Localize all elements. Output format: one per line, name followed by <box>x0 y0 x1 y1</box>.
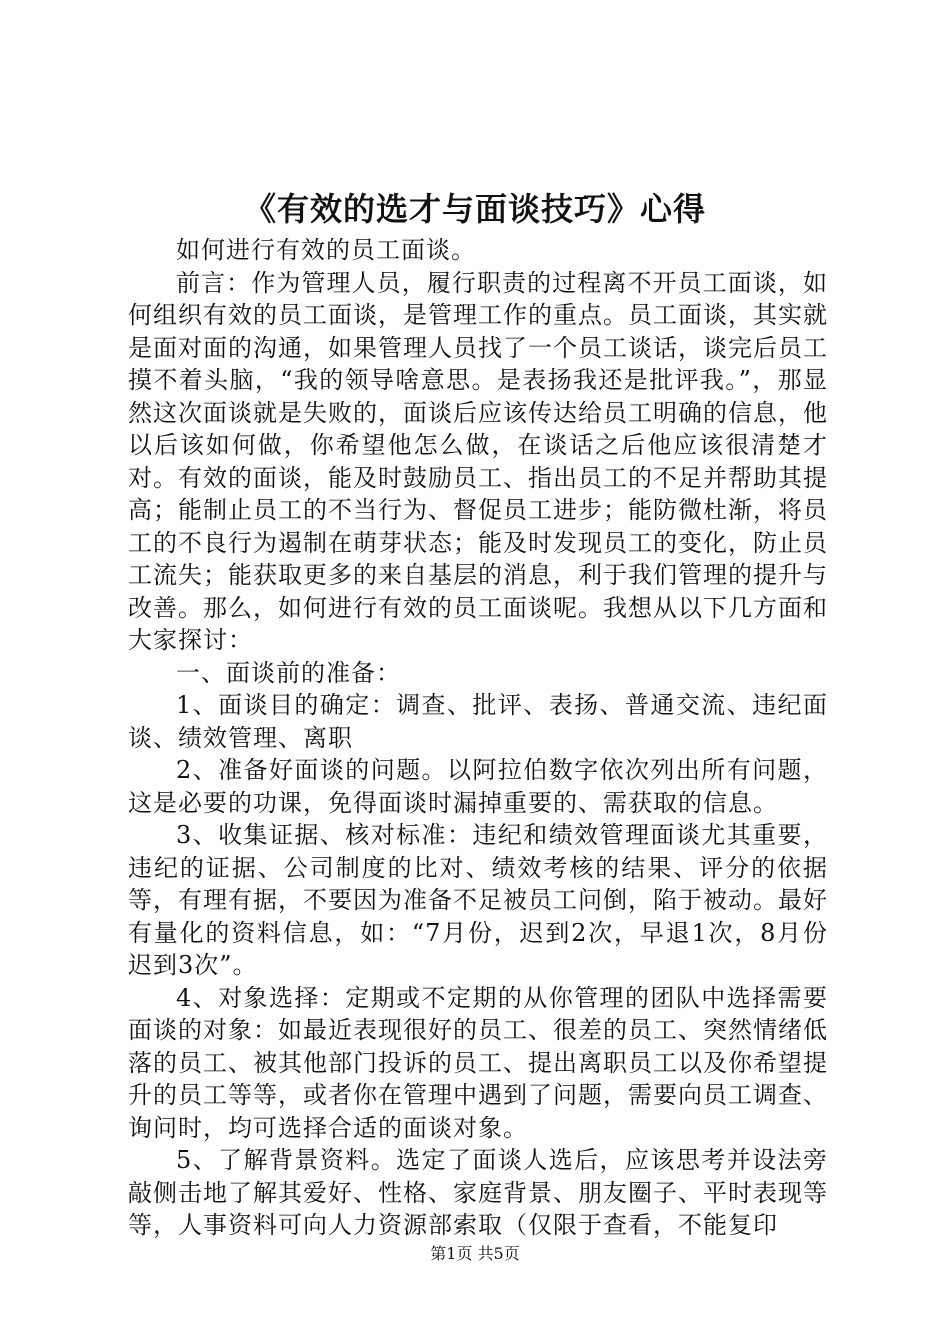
paragraph-item-1: 1、面谈目的确定：调查、批评、表扬、普通交流、违纪面谈、绩效管理、离职 <box>128 691 828 752</box>
paragraph-item-4: 4、对象选择：定期或不定期的从你管理的团队中选择需要面谈的对象：如最近表现很好的员工、很差的员工、突然情绪低落的员工、被其他部门投诉的员工、提出离职员工以及你希望提升的员工等等，或者你在管理中遇到了问题，需要向员工调查、询问时，均可选择合适的面谈对象。 <box>128 983 828 1142</box>
paragraph-item-3: 3、收集证据、核对标准：违纪和绩效管理面谈尤其重要，违纪的证据、公司制度的比对、绩效考核的结果、评分的依据等，有理有据，不要因为准备不足被员工问倒，陷于被动。最好有量化的资料信息，如：“7月份，迟到2次，早退1次，8月份迟到3次”。 <box>128 821 828 979</box>
paragraph-preface: 前言：作为管理人员，履行职责的过程离不开员工面谈，如何组织有效的员工面谈，是管理工作的重点。员工面谈，其实就是面对面的沟通，如果管理人员找了一个员工谈话，谈完后员工摸不着头脑，“我的领导啥意思。是表扬我还是批评我。”，那显然这次面谈就是失败的，面谈后应该传达给员工明确的信息，他以后该如何做，你希望他怎么做，在谈话之后他应该很清楚才对。有效的面谈，能及时鼓励员工、指出员工的不足并帮助其提高；能制止员工的不当行为、督促员工进步；能防微杜渐，将员工的不良行为遏制在萌芽状态；能及时发现员工的变化，防止员工流失；能获取更多的来自基层的消息，利于我们管理的提升与改善。那么，如何进行有效的员工面谈呢。我想从以下几方面和大家探讨： <box>128 268 828 654</box>
document-body <box>128 234 828 1242</box>
section-heading-preparation: 一、面谈前的准备： <box>176 658 401 687</box>
paragraph-intro: 如何进行有效的员工面谈。 <box>176 236 476 264</box>
paragraph-item-5: 5、了解背景资料。选定了面谈人选后，应该思考并设法旁敲侧击地了解其爱好、性格、家庭背景、朋友圈子、平时表现等等，人事资料可向人力资源部索取（仅限于查看，不能复印 <box>128 1146 828 1239</box>
page-number-footer: 第1页 共5页 <box>430 1244 520 1263</box>
document-title: 《有效的选才与面谈技巧》心得 <box>243 190 706 228</box>
paragraph-item-2: 2、准备好面谈的问题。以阿拉伯数字依次列出所有问题，这是必要的功课，免得面谈时漏掉重要的、需获取的信息。 <box>128 756 828 817</box>
